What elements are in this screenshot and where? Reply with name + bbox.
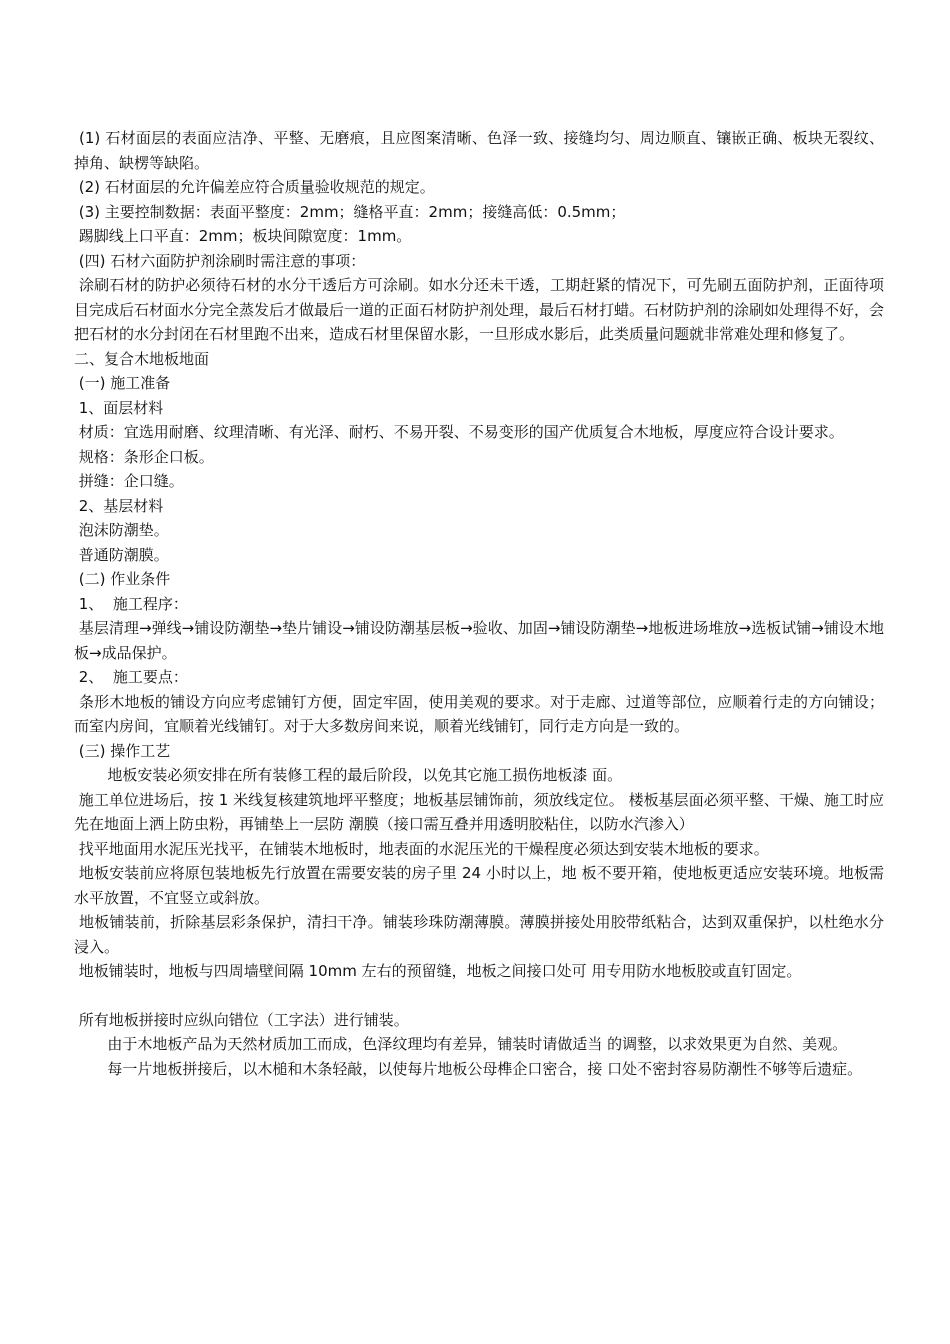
section-heading: (三) 操作工艺 (74, 741, 171, 760)
paragraph: 泡沫防潮垫。 (74, 521, 169, 539)
paragraph: (2) 石材面层的允许偏差应符合质量验收规范的规定。 (74, 178, 435, 196)
paragraph: 由于木地板产品为天然材质加工而成，色泽纹理均有差异，铺装时请做适当 的调整，以求效果更为自然、美观。 (74, 1035, 848, 1053)
paragraph: 地板安装必须安排在所有装修工程的最后阶段，以免其它施工损伤地板漆 面。 (74, 766, 623, 784)
paragraph: (3) 主要控制数据：表面平整度：2mm；缝格平直：2mm；接缝高低：0.5mm； (74, 202, 626, 221)
section-heading: (四) 石材六面防护剂涂刷时需注意的事项： (74, 251, 366, 270)
section-heading: (二) 作业条件 (74, 570, 171, 588)
chapter-heading: 二、复合木地板地面 (74, 349, 210, 368)
document-page (74, 126, 884, 1081)
paragraph: 涂刷石材的防护必须待石材的水分干透后方可涂刷。如水分还未干透，工期赶紧的情况下，可先刷五面防护剂，正面待项目完成后石材面水分完全蒸发后才做最后一道的正面石材防护剂处理，最后石材打蜡。石材防护剂的涂刷如处理得不好，会把石材的水分封闭在石材里跑不出来，造成石材里保留水影，一旦形成水影后，此类质量问题就非常难处理和修复了。 (74, 276, 885, 343)
paragraph: 材质：宜选用耐磨、纹理清晰、有光泽、耐朽、不易开裂、不易变形的国产优质复合木地板，厚度应符合设计要求。 (74, 423, 844, 441)
paragraph: 踢脚线上口平直：2mm；板块间隙宽度：1mm。 (74, 227, 412, 245)
paragraph: 所有地板拼接时应纵向错位（工字法）进行铺装。 (74, 1010, 409, 1029)
subsection-heading: 1、 施工程序： (74, 594, 188, 613)
paragraph: 地板铺装前，折除基层彩条保护，清扫干净。铺装珍珠防潮薄膜。薄膜拼接处用胶带纸粘合，达到双重保护，以杜绝水分浸入。 (74, 913, 884, 956)
paragraph: (1) 石材面层的表面应洁净、平整、无磨痕，且应图案清晰、色泽一致、接缝均匀、周边顺直、镶嵌正确、板块无裂纹、掉角、缺楞等缺陷。 (74, 129, 884, 172)
subsection-heading: 2、基层材料 (74, 496, 164, 515)
section-heading: (一) 施工准备 (74, 374, 171, 392)
subsection-heading: 1、面层材料 (74, 398, 164, 417)
paragraph: 地板铺装时，地板与四周墙壁间隔 10mm 左右的预留缝，地板之间接口处可 用专用防水地板胶或直钉固定。 (74, 962, 802, 980)
paragraph: 找平地面用水泥压光找平，在铺装木地板时，地表面的水泥压光的干燥程度必须达到安装木地板的要求。 (74, 839, 769, 858)
paragraph: 基层清理→弹线→铺设防潮垫→垫片铺设→铺设防潮基层板→验收、加固→铺设防潮垫→地板进场堆放→选板试铺→铺设木地板→成品保护。 (74, 619, 884, 662)
paragraph: 地板安装前应将原包装地板先行放置在需要安装的房子里 24 小时以上，地 板不要开箱，使地板更适应安装环境。地板需水平放置，不宜竖立或斜放。 (74, 864, 884, 907)
paragraph: 拼缝：企口缝。 (74, 472, 184, 490)
subsection-heading: 2、 施工要点： (74, 668, 188, 686)
paragraph: 施工单位进场后，按 1 米线复核建筑地坪平整度；地板基层铺饰前，须放线定位。 楼板基层面必须平整、干燥、施工时应先在地面上洒上防虫粉，再铺垫上一层防 潮膜（接口需互叠并用透明胶粘住，以防水汽渗入） (74, 790, 884, 833)
blank-line (74, 984, 884, 1008)
paragraph: 规格：条形企口板。 (74, 447, 214, 466)
paragraph: 条形木地板的铺设方向应考虑铺钉方便，固定牢固，使用美观的要求。对于走廊、过道等部位，应顺着行走的方向铺设；而室内房间，宜顺着光线铺钉。对于大多数房间来说，顺着光线铺钉，同行走方向是一致的。 (74, 692, 884, 735)
paragraph: 普通防潮膜。 (74, 545, 169, 564)
paragraph: 每一片地板拼接后，以木槌和木条轻敲，以使每片地板公母榫企口密合，接 口处不密封容易防潮性不够等后遗症。 (74, 1059, 863, 1078)
